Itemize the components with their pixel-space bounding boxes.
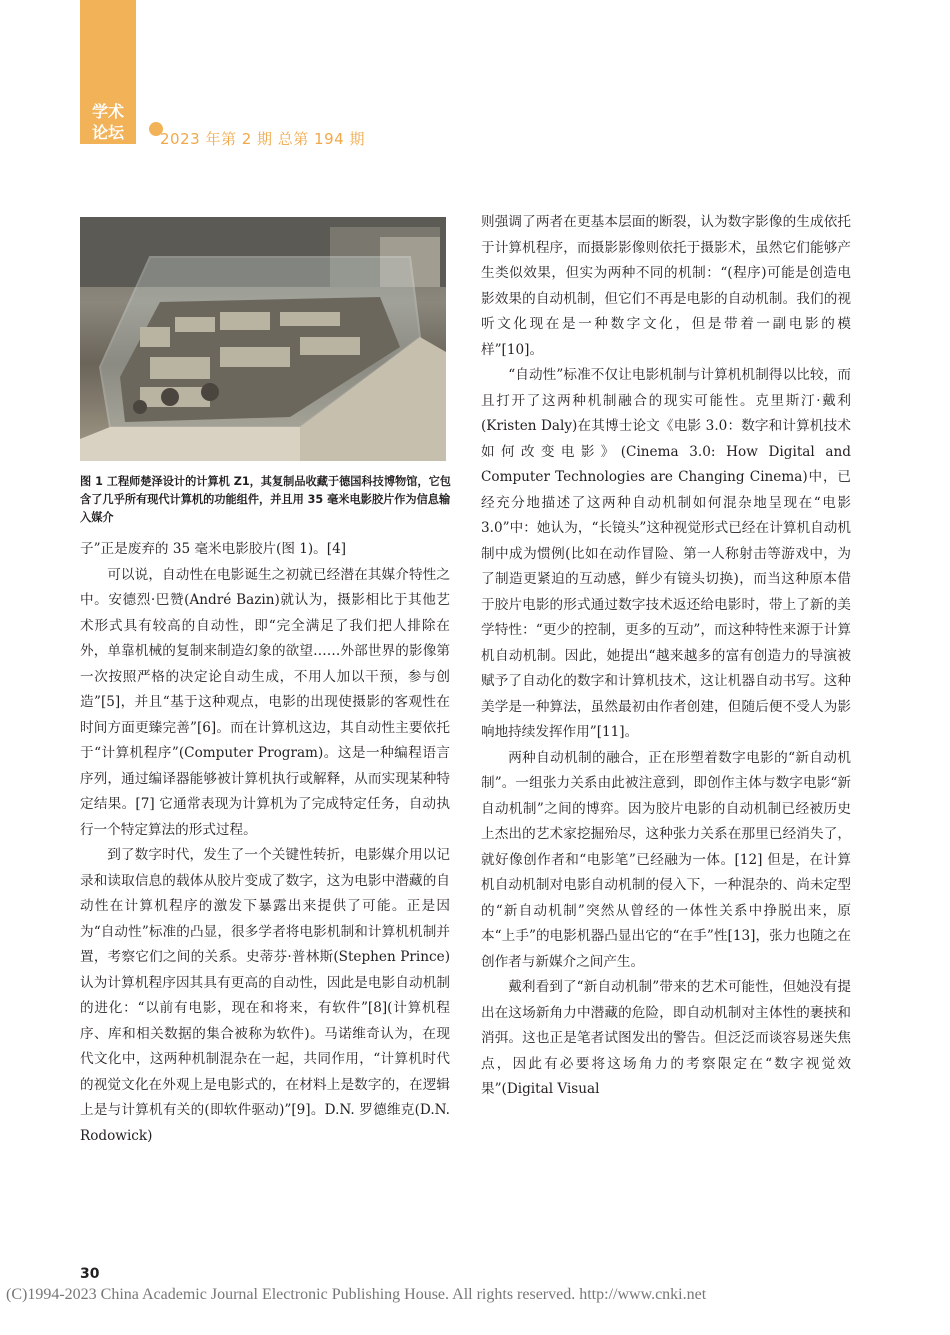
figure-photo (80, 217, 446, 461)
paragraph: 则强调了两者在更基本层面的断裂，认为数字影像的生成依托于计算机程序，而摄影影像则依托于摄影术，虽然它们能够产生类似效果，但实为两种不同的机制：“(程序)可能是创造电影效果的自动机制，但它们不再是电影的自动机制。我们的视听文化现在是一种数字文化，但是带着一副电影的模样”[10]。 (481, 214, 851, 358)
figure-caption: 图 1 工程师楚泽设计的计算机 Z1，其复制品收藏于德国科技博物馆，它包含了几乎所有现代计算机的功能组件，并且用 35 毫米电影胶片作为信息输入媒介 (80, 475, 451, 524)
copyright-footer: (C)1994-2023 China Academic Journal Electronic Publishing House. All rights reserved. http://www.cnki.net (6, 1286, 707, 1303)
left-column (80, 537, 450, 1149)
paragraph: 两种自动机制的融合，正在形塑着数字电影的“新自动机制”。一组张力关系由此被注意到，即创作主体与数字电影“新自动机制”之间的博弈。因为胶片电影的自动机制已经被历史上杰出的艺术家挖掘殆尽，这种张力关系在那里已经消失了，就好像创作者和“电影笔”已经融为一体。[12] 但是，在计算机自动机制对电影自动机制的侵入下，一种混杂的、尚未定型的“新自动机制”突然从曾经的一体性关系中挣脱出来，原本“上手”的电影机器凸显出它的“在手”性[13]，张力也随之在创作者与新媒介之间产生。 (481, 749, 851, 970)
paragraph: 到了数字时代，发生了一个关键性转折，电影媒介用以记录和读取信息的载体从胶片变成了数字，这为电影中潜藏的自动性在计算机程序的激发下暴露出来提供了可能。正是因为“自动性”标准的凸显，很多学者将电影机制和计算机机制并置，考察它们之间的关系。史蒂芬·普林斯(Stephen Prince)认为计算机程序因其具有更高的自动性，因此是电影自动机制的进化：“以前有电影，现在和将来，有软件”[8](计算机程序、库和相关数据的集合被称为软件)。马诺维奇认为，在现代文化中，这两种机制混杂在一起，共同作用，“计算机时代的视觉文化在外观上是电影式的，在材料上是数字的，在逻辑上是与计算机有关的(即软件驱动)”[9]。D.N. 罗德维克(D.N. Rodowick) (80, 847, 450, 1144)
issue-info: 2023 年第 2 期 总第 194 期 (160, 130, 365, 148)
section-label: 学术论坛 (92, 102, 125, 142)
page-number: 30 (80, 1266, 100, 1282)
paragraph: 可以说，自动性在电影诞生之初就已经潜在其媒介特性之中。安德烈·巴赞(André Bazin)就认为，摄影相比于其他艺术形式具有较高的自动性，即“完全满足了我们把人排除在外，单靠机械的复制来制造幻象的欲望……外部世界的影像第一次按照严格的决定论自动生成，不用人加以干预，参与创造”[5]，并且“基于这种观点，电影的出现使摄影的客观性在时间方面更臻完善”[6]。而在计算机这边，其自动性主要依托于“计算机程序”(Computer Program)。这是一种编程语言序列，通过编译器能够被计算机执行或解释，从而实现某种特定结果。[7] 它通常表现为计算机为了完成特定任务，自动执行一个特定算法的形式过程。 (80, 566, 450, 838)
paragraph: 戴利看到了“新自动机制”带来的艺术可能性，但她没有提出在这场新角力中潜藏的危险，即自动机制对主体性的裹挟和消弭。这也正是笔者试图发出的警告。但泛泛而谈容易迷失焦点，因此有必要将这场角力的考察限定在“数字视觉效果”(Digital Visual (481, 979, 851, 1097)
paragraph: “自动性”标准不仅让电影机制与计算机机制得以比较，而且打开了这两种机制融合的现实可能性。克里斯汀·戴利(Kristen Daly)在其博士论文《电影 3.0：数字和计算机技术如何改变电影》(Cinema 3.0: How Digital and Computer Technologies are Changing Cinema)中，已经充分地描述了这两种自动机制如何混杂地呈现在“电影 3.0”中：她认为，“长镜头”这种视觉形式已经在计算机自动机制中成为惯例(比如在动作冒险、第一人称射击等游戏中，为了制造更紧迫的互动感，鲜少有镜头切换)，而当这种原本借于胶片电影的形式通过数字技术返还给电影时，带上了新的美学特性：“更少的控制，更多的互动”，而这种特性来源于计算机自动机制。因此，她提出“越来越多的富有创造力的导演被赋予了自动化的数字和计算机技术，这让机器自动书写。这种美学是一种算法，虽然最初由作者创建，但随后便不受人为影响地持续发挥作用”[11]。 (481, 367, 851, 740)
paragraph: 子”正是废弃的 35 毫米电影胶片(图 1)。[4] (80, 541, 347, 557)
right-column (481, 210, 851, 1103)
